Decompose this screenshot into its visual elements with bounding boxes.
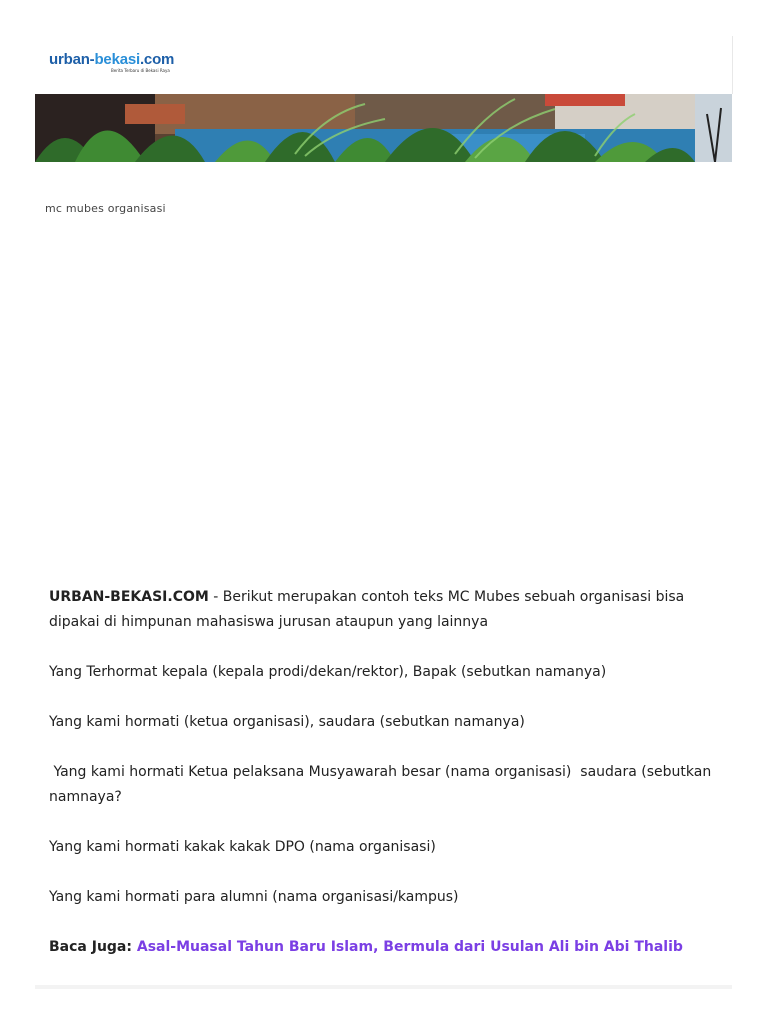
- article-paragraph: Yang kami hormati para alumni (nama organisasi/kampus): [49, 889, 459, 905]
- logo-tagline: Berita Terbaru di Bekasi Raya: [111, 68, 170, 73]
- article-body: [49, 585, 717, 985]
- plants-photo-icon: [35, 94, 732, 162]
- intro-brand: URBAN-BEKASI.COM: [49, 589, 209, 605]
- logo-part-urban: urban-: [49, 51, 95, 68]
- site-logo[interactable]: [49, 52, 174, 73]
- baca-juga-label: Baca Juga:: [49, 939, 137, 955]
- article-paragraph: Yang kami hormati Ketua pelaksana Musyawarah besar (nama organisasi) saudara (sebutkan namnaya?: [49, 764, 716, 805]
- intro-text: - Berikut merupakan contoh teks MC Mubes sebuah organisasi bisa dipakai di himpunan mahasiswa jurusan ataupun yang lainnya: [49, 589, 685, 630]
- logo-part-com: .com: [139, 51, 175, 68]
- header-banner-image: [35, 94, 732, 162]
- logo-part-bekasi: bekasi: [94, 51, 140, 68]
- image-caption: mc mubes organisasi: [45, 202, 166, 215]
- baca-juga-link[interactable]: Asal-Muasal Tahun Baru Islam, Bermula dari Usulan Ali bin Abi Thalib: [136, 939, 683, 955]
- article-paragraph: Yang Terhormat kepala (kepala prodi/dekan/rektor), Bapak (sebutkan namanya): [49, 664, 607, 680]
- baca-juga: [49, 935, 717, 960]
- site-header: [35, 36, 733, 94]
- article-paragraph: Yang kami hormati (ketua organisasi), saudara (sebutkan namanya): [49, 714, 525, 730]
- logo-text: [49, 52, 174, 68]
- content-divider: [35, 985, 732, 989]
- article-paragraph: Yang kami hormati kakak kakak DPO (nama organisasi): [49, 839, 436, 855]
- article-intro: [49, 585, 717, 635]
